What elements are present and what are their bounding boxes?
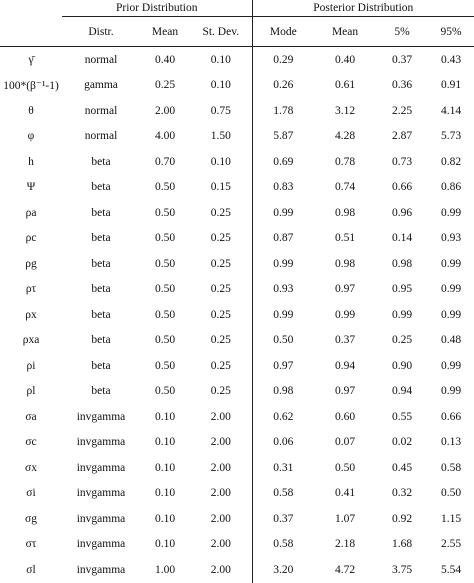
prior-sd-cell: 2.00	[210, 461, 231, 474]
prior-sd-cell: 0.25	[210, 257, 231, 270]
prior-sd-cell: 2.00	[210, 436, 231, 449]
p95-cell: 2.55	[440, 538, 462, 551]
prior-mean-cell: 0.70	[154, 155, 176, 168]
column-header-row	[0, 17, 474, 47]
p5-cell: 0.90	[391, 359, 413, 372]
prior-mean-cell: 0.25	[154, 79, 176, 92]
prior-mean-cell: 0.50	[154, 385, 176, 398]
param-cell: σc	[25, 436, 37, 449]
post-mean-cell: 0.50	[334, 461, 356, 474]
distr-cell: invgamma	[76, 563, 126, 576]
p95-cell: 0.99	[440, 257, 462, 270]
param-cell: ρx	[25, 308, 37, 321]
p95-cell: 0.91	[440, 79, 462, 92]
mode-cell: 0.62	[252, 404, 314, 430]
table-row	[0, 557, 474, 583]
prior-mean-cell: 0.50	[154, 359, 176, 372]
table-row	[0, 200, 474, 226]
prior-sd-cell: 0.25	[210, 334, 231, 347]
post-mean-cell: 4.28	[334, 130, 356, 143]
table-row	[0, 379, 474, 405]
prior-mean-cell: 0.40	[154, 53, 176, 66]
distr-cell: gamma	[84, 79, 118, 92]
param-cell: ρτ	[25, 283, 37, 296]
table-row	[0, 481, 474, 507]
p95-cell: 0.48	[440, 334, 462, 347]
prior-mean-cell: 0.50	[154, 206, 176, 219]
post-mean-cell: 0.37	[334, 334, 356, 347]
param-cell: θ	[28, 104, 34, 117]
p95-cell: 0.13	[440, 436, 462, 449]
prior-sd-cell: 0.25	[210, 385, 231, 398]
table-row	[0, 328, 474, 354]
table-row	[0, 98, 474, 124]
distr-cell: beta	[91, 308, 111, 321]
table-row	[0, 506, 474, 532]
param-cell: στ	[25, 538, 37, 551]
post-mean-cell: 0.97	[334, 283, 356, 296]
distr-cell: beta	[91, 232, 111, 245]
prior-sd-cell: 0.25	[210, 283, 231, 296]
mode-cell: 0.50	[252, 328, 314, 354]
table-row	[0, 149, 474, 175]
prior-sd-cell: 0.15	[210, 181, 231, 194]
prior-mean-cell: 0.50	[154, 283, 176, 296]
post-mean-cell: 0.94	[334, 359, 356, 372]
param-cell: ρa	[25, 206, 37, 219]
p95-cell: 0.66	[440, 410, 462, 423]
prior-mean-cell: 0.10	[154, 512, 176, 525]
distr-cell: invgamma	[76, 461, 126, 474]
p95-cell: 0.93	[440, 232, 462, 245]
prior-mean-cell: 0.10	[154, 461, 176, 474]
prior-mean-cell: 0.50	[154, 181, 176, 194]
prior-sd-cell: 0.10	[210, 155, 231, 168]
post-mean-cell: 3.12	[334, 104, 356, 117]
table-row	[0, 251, 474, 277]
p5-cell: 0.94	[391, 385, 413, 398]
param-cell: ρxa	[22, 334, 40, 347]
post-mean-cell: 4.72	[334, 563, 356, 576]
prior-sd-cell: 2.00	[210, 410, 231, 423]
p5-cell: 2.25	[391, 104, 413, 117]
param-cell: ρc	[25, 232, 37, 245]
mode-cell: 0.97	[252, 353, 314, 379]
distr-cell: normal	[84, 53, 118, 66]
param-cell: ρl	[26, 385, 36, 398]
p5-cell: 2.87	[391, 130, 413, 143]
param-cell: σa	[25, 410, 37, 423]
p5-cell: 0.25	[391, 334, 413, 347]
p95-cell: 0.99	[440, 206, 462, 219]
table-row	[0, 73, 474, 99]
distr-cell: normal	[84, 104, 118, 117]
p95-cell: 0.43	[440, 53, 462, 66]
prior-sd-cell: 2.00	[210, 487, 231, 500]
p95-cell: 0.99	[440, 283, 462, 296]
p95-cell: 5.73	[440, 130, 462, 143]
col-prior-mean-header: Mean	[140, 17, 190, 47]
p5-cell: 0.95	[391, 283, 413, 296]
table-row	[0, 430, 474, 456]
mode-cell: 0.83	[252, 175, 314, 201]
p5-cell: 1.68	[391, 538, 413, 551]
mode-cell: 0.37	[252, 506, 314, 532]
mode-cell: 0.31	[252, 455, 314, 481]
distr-cell: invgamma	[76, 410, 126, 423]
mode-cell: 5.87	[252, 124, 314, 150]
prior-mean-cell: 0.50	[154, 334, 176, 347]
col-mode-header: Mode	[252, 17, 314, 47]
p95-cell: 0.99	[440, 359, 462, 372]
p5-cell: 0.37	[391, 53, 413, 66]
prior-mean-cell: 1.00	[154, 563, 176, 576]
param-cell: φ	[27, 130, 35, 143]
p5-cell: 0.36	[391, 79, 413, 92]
p95-cell: 0.99	[440, 385, 462, 398]
distr-cell: beta	[91, 155, 111, 168]
post-mean-cell: 0.99	[334, 308, 356, 321]
p5-cell: 3.75	[391, 563, 413, 576]
distr-cell: beta	[91, 181, 111, 194]
distr-cell: beta	[91, 206, 111, 219]
post-mean-cell: 0.97	[334, 385, 356, 398]
p5-cell: 0.73	[391, 155, 413, 168]
prior-mean-cell: 2.00	[154, 104, 176, 117]
prior-mean-cell: 0.10	[154, 410, 176, 423]
mode-cell: 0.29	[252, 47, 314, 73]
mode-cell: 0.93	[252, 277, 314, 303]
p5-cell: 0.02	[391, 436, 413, 449]
table-row	[0, 455, 474, 481]
param-cell: γ̄	[28, 53, 34, 66]
param-cell: ρi	[26, 359, 36, 372]
post-mean-cell: 0.41	[334, 487, 356, 500]
prior-sd-cell: 1.50	[210, 130, 231, 143]
mode-cell: 0.99	[252, 302, 314, 328]
table-row	[0, 226, 474, 252]
param-cell: σi	[26, 487, 36, 500]
post-mean-cell: 0.40	[334, 53, 356, 66]
post-mean-cell: 0.98	[334, 206, 356, 219]
p95-cell: 5.54	[440, 563, 462, 576]
group-header-row	[0, 0, 474, 17]
table-row	[0, 532, 474, 558]
param-cell: σg	[25, 512, 37, 525]
p95-cell: 0.82	[440, 155, 462, 168]
p5-cell: 0.45	[391, 461, 413, 474]
p95-cell: 0.58	[440, 461, 462, 474]
prior-sd-cell: 0.25	[210, 359, 231, 372]
post-mean-cell: 0.51	[334, 232, 356, 245]
post-mean-cell: 2.18	[334, 538, 356, 551]
table-row	[0, 353, 474, 379]
posterior-distribution-header: Posterior Distribution	[252, 0, 474, 17]
mode-cell: 0.99	[252, 251, 314, 277]
prior-mean-cell: 0.50	[154, 232, 176, 245]
prior-sd-cell: 2.00	[210, 512, 231, 525]
table-body	[0, 47, 474, 583]
table-row	[0, 277, 474, 303]
col-prior-sd-header: St. Dev.	[190, 17, 252, 47]
prior-sd-cell: 0.25	[210, 206, 231, 219]
param-cell: ρg	[25, 257, 37, 270]
col-distr-header: Distr.	[62, 17, 140, 47]
p5-cell: 0.66	[391, 181, 413, 194]
mode-cell: 0.26	[252, 73, 314, 99]
mode-cell: 1.78	[252, 98, 314, 124]
table-row	[0, 124, 474, 150]
mode-cell: 0.99	[252, 200, 314, 226]
mode-cell: 0.58	[252, 532, 314, 558]
p5-cell: 0.55	[391, 410, 413, 423]
distr-cell: beta	[91, 257, 111, 270]
prior-sd-cell: 2.00	[210, 563, 231, 576]
post-mean-cell: 0.78	[334, 155, 356, 168]
prior-sd-cell: 2.00	[210, 538, 231, 551]
post-mean-cell: 1.07	[334, 512, 356, 525]
mode-cell: 0.87	[252, 226, 314, 252]
p5-cell: 0.14	[391, 232, 413, 245]
post-mean-cell: 0.98	[334, 257, 356, 270]
post-mean-cell: 0.07	[334, 436, 356, 449]
param-column-header	[0, 17, 62, 47]
distr-cell: invgamma	[76, 436, 126, 449]
mode-cell: 3.20	[252, 557, 314, 583]
prior-distribution-header: Prior Distribution	[62, 0, 252, 17]
distr-cell: beta	[91, 359, 111, 372]
distr-cell: beta	[91, 334, 111, 347]
distr-cell: beta	[91, 283, 111, 296]
empty-corner	[0, 0, 62, 17]
prior-mean-cell: 4.00	[154, 130, 176, 143]
distr-cell: invgamma	[76, 512, 126, 525]
col-p5-header: 5%	[376, 17, 428, 47]
p95-cell: 4.14	[440, 104, 462, 117]
param-cell: σl	[26, 563, 36, 576]
table-row	[0, 47, 474, 73]
prior-mean-cell: 0.10	[154, 436, 176, 449]
prior-sd-cell: 0.25	[210, 232, 231, 245]
p5-cell: 0.32	[391, 487, 413, 500]
param-cell: 100*(β⁻¹-1)	[3, 80, 59, 93]
mode-cell: 0.58	[252, 481, 314, 507]
post-mean-cell: 0.60	[334, 410, 356, 423]
prior-mean-cell: 0.50	[154, 257, 176, 270]
p95-cell: 0.86	[440, 181, 462, 194]
prior-sd-cell: 0.10	[210, 53, 231, 66]
distr-cell: invgamma	[76, 538, 126, 551]
param-cell: Ψ	[26, 181, 36, 194]
distr-cell: invgamma	[76, 487, 126, 500]
col-post-mean-header: Mean	[314, 17, 376, 47]
prior-mean-cell: 0.50	[154, 308, 176, 321]
distr-cell: beta	[91, 385, 111, 398]
prior-sd-cell: 0.10	[210, 79, 231, 92]
param-cell: h	[28, 155, 34, 168]
p5-cell: 0.92	[391, 512, 413, 525]
p5-cell: 0.96	[391, 206, 413, 219]
mode-cell: 0.06	[252, 430, 314, 456]
prior-sd-cell: 0.25	[210, 308, 231, 321]
p5-cell: 0.99	[391, 308, 413, 321]
distr-cell: normal	[84, 130, 118, 143]
post-mean-cell: 0.74	[334, 181, 356, 194]
param-cell: σx	[25, 461, 37, 474]
col-p95-header: 95%	[428, 17, 474, 47]
p95-cell: 1.15	[440, 512, 462, 525]
prior-sd-cell: 0.75	[210, 104, 231, 117]
prior-mean-cell: 0.10	[154, 538, 176, 551]
table-row	[0, 302, 474, 328]
p95-cell: 0.50	[440, 487, 462, 500]
p5-cell: 0.98	[391, 257, 413, 270]
post-mean-cell: 0.61	[334, 79, 356, 92]
prior-mean-cell: 0.10	[154, 487, 176, 500]
table-row	[0, 404, 474, 430]
mode-cell: 0.98	[252, 379, 314, 405]
table-row	[0, 175, 474, 201]
mode-cell: 0.69	[252, 149, 314, 175]
p95-cell: 0.99	[440, 308, 462, 321]
